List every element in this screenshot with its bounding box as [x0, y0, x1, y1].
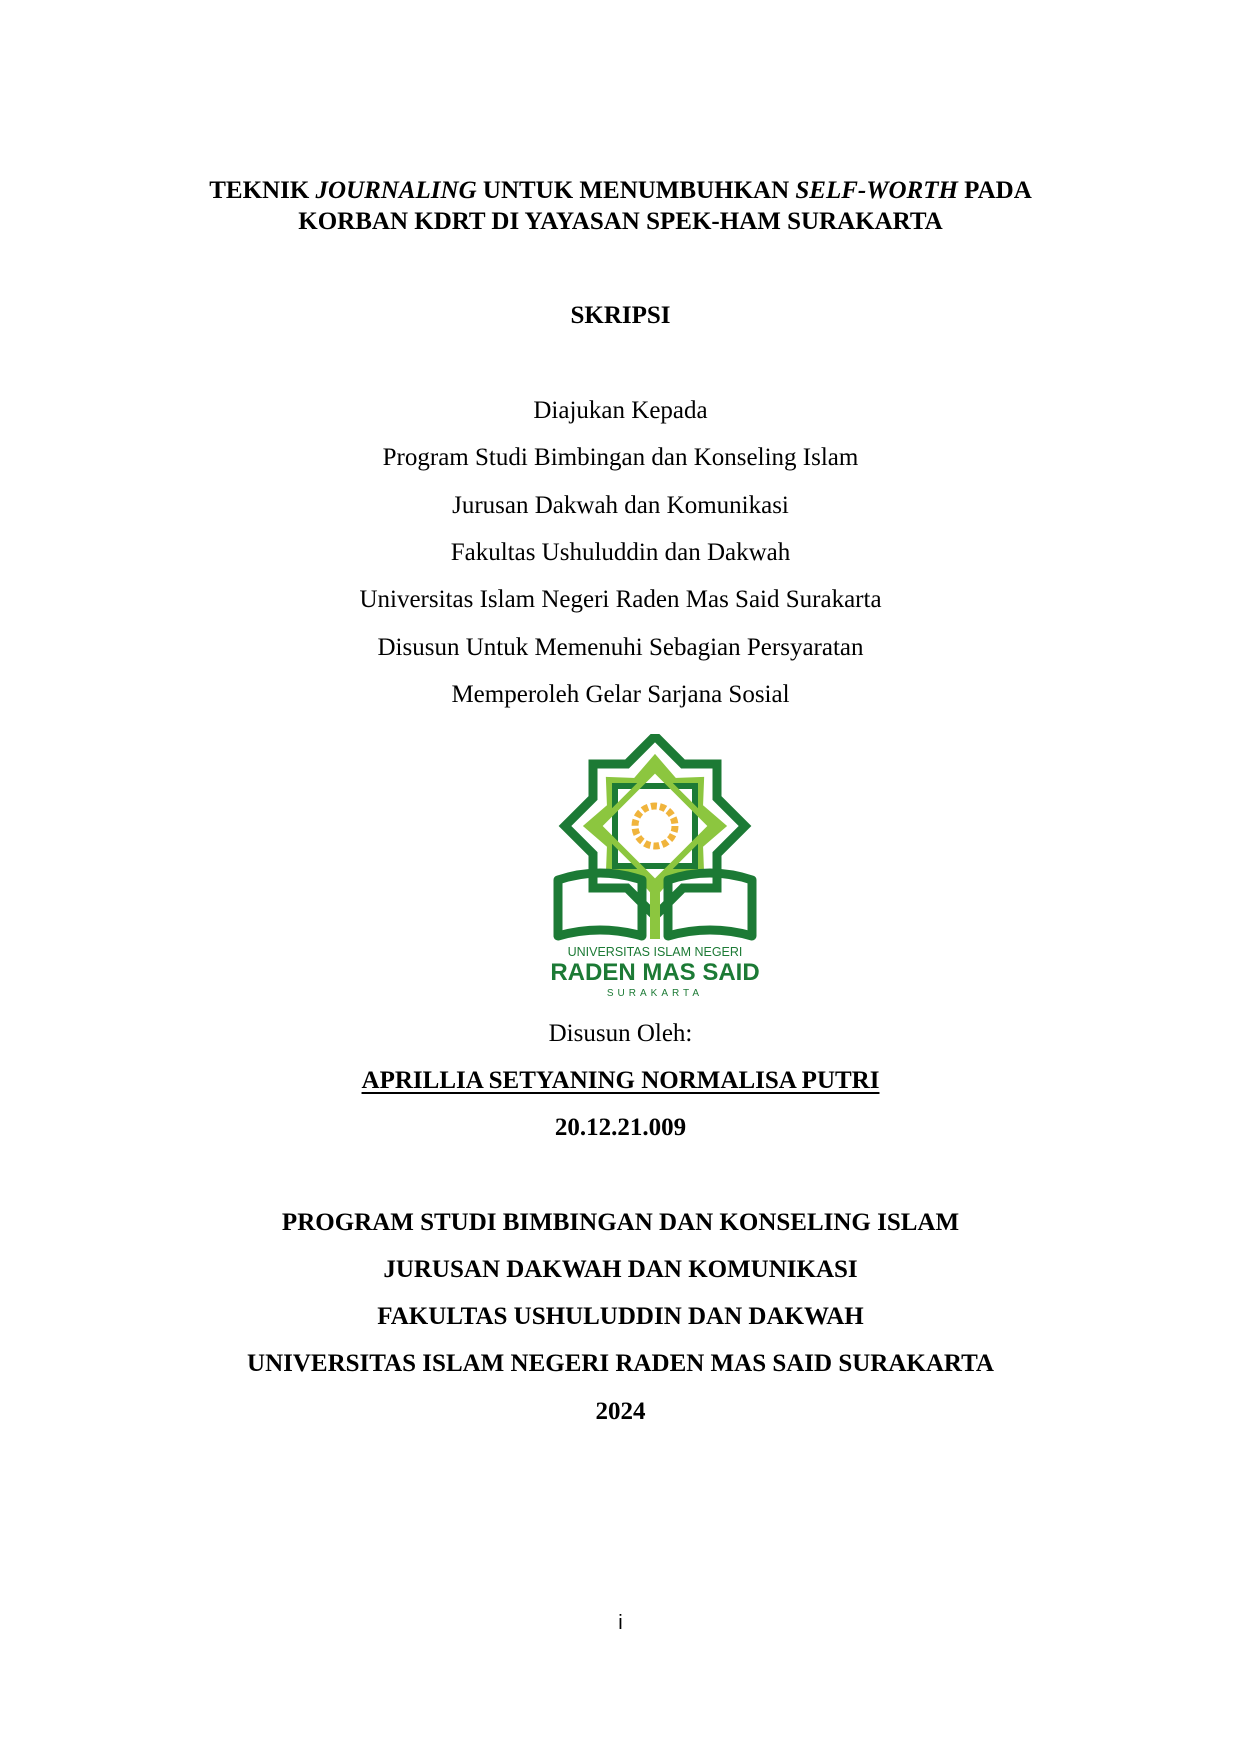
institution-line: PROGRAM STUDI BIMBINGAN DAN KONSELING ISLAM [281, 1209, 960, 1236]
title-italic-journaling: JOURNALING [315, 177, 477, 204]
author-name-row [0, 1067, 1241, 1095]
thesis-title-line-2: KORBAN KDRT DI YAYASAN SPEK-HAM SURAKARTA [298, 208, 943, 235]
submission-line: Jurusan Dakwah dan Komunikasi [452, 492, 789, 519]
submission-line: Fakultas Ushuluddin dan Dakwah [450, 539, 791, 566]
institution-line: UNIVERSITAS ISLAM NEGERI RADEN MAS SAID SURAKARTA [247, 1350, 994, 1377]
submission-line: Universitas Islam Negeri Raden Mas Said Surakarta [359, 586, 882, 613]
logo-text-line-3: SURAKARTA [606, 988, 704, 999]
submission-line: Diajukan Kepada [533, 397, 708, 424]
title-italic-self-worth: SELF-WORTH [795, 177, 958, 204]
institution-line: JURUSAN DAKWAH DAN KOMUNIKASI [383, 1256, 858, 1283]
title-text: PADA [957, 177, 1032, 204]
submission-line: Disusun Untuk Memenuhi Sebagian Persyaratan [377, 634, 864, 661]
author-name: APRILLIA SETYANING NORMALISA PUTRI [361, 1067, 880, 1094]
submission-line: Memperoleh Gelar Sarjana Sosial [451, 681, 790, 708]
student-id: 20.12.21.009 [554, 1114, 687, 1141]
year: 2024 [595, 1398, 646, 1425]
title-text: UNTUK MENUMBUHKAN [476, 177, 796, 204]
thesis-title-line-1 [0, 177, 1241, 205]
star-emblem-icon [565, 736, 745, 916]
university-logo [540, 734, 770, 999]
logo-text-line-1: UNIVERSITAS ISLAM NEGERI [567, 945, 743, 959]
author-label: Disusun Oleh: [548, 1020, 693, 1047]
document-type: SKRIPSI [570, 302, 671, 329]
title-text: TEKNIK [209, 177, 316, 204]
submission-line: Program Studi Bimbingan dan Konseling Islam [382, 444, 859, 471]
institution-line: FAKULTAS USHULUDDIN DAN DAKWAH [377, 1303, 864, 1330]
logo-text-line-2: RADEN MAS SAID [550, 959, 760, 986]
page-number: i [618, 1612, 623, 1634]
